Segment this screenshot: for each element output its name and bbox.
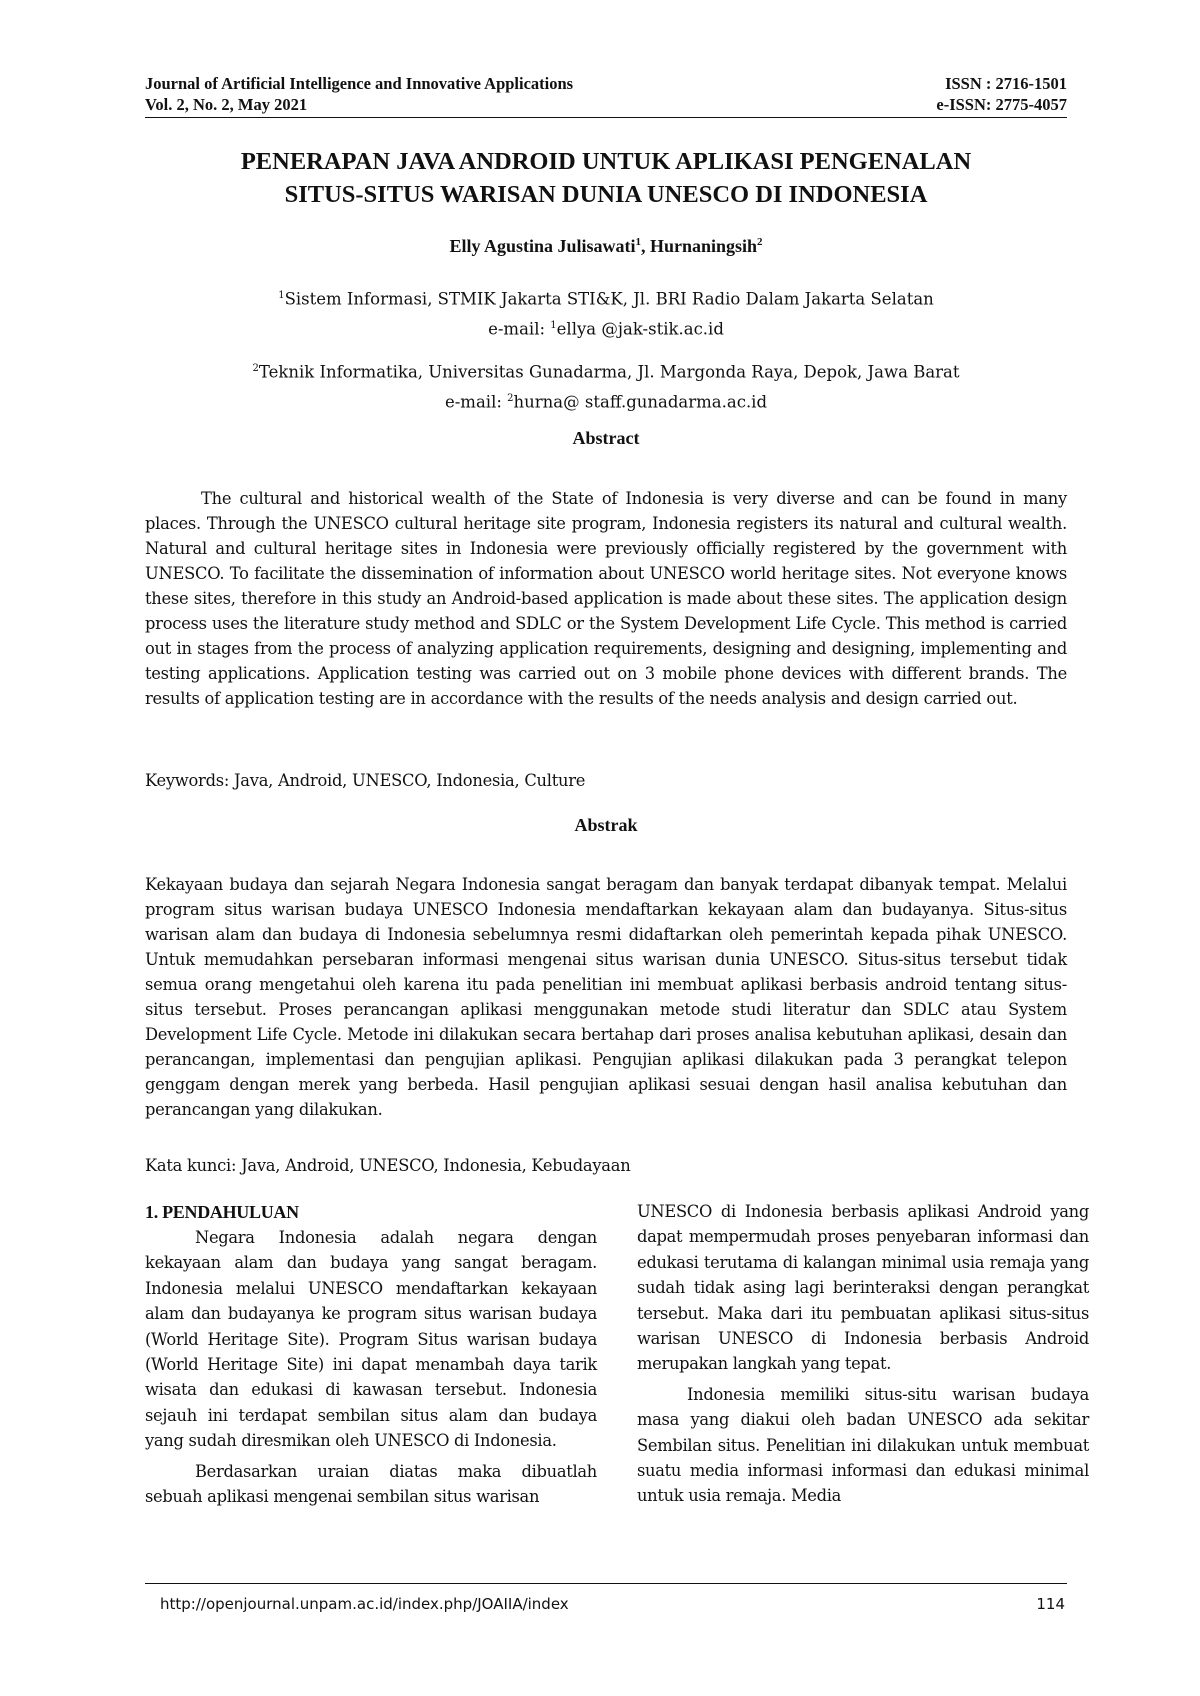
volume-info: Vol. 2, No. 2, May 2021 (145, 95, 308, 114)
email-1-mark: 1 (550, 319, 557, 331)
journal-header (145, 73, 1067, 115)
page-footer (160, 1595, 1065, 1613)
abstract-text: The cultural and historical wealth of the State of Indonesia is very diverse and can be found in many places. Through the UNESCO cultural heritage site program, Indonesia registers its natural and cultural wealth. Natural and cultural heritage sites in Indonesia were previously officially registered by the government with UNESCO. To facilitate the dissemination of information about UNESCO world heritage sites. Not everyone knows these sites, therefore in this study an Android-based application is made about these sites. The application design process uses the literature study method and SDLC or the System Development Life Cycle. This method is carried out in stages from the process of analyzing application requirements, designing and designing, implementing and testing applications. Application testing was carried out on 3 mobile phone devices with different brands. The results of application testing are in accordance with the results of the needs analysis and design carried out. (145, 489, 1067, 708)
author-1: Elly Agustina Julisawati (449, 236, 636, 256)
page-number: 114 (1036, 1595, 1065, 1613)
affiliation-1-institution: Sistem Informasi, STMIK Jakarta STI&K, Jl. BRI Radio Dalam Jakarta Selatan (284, 289, 934, 309)
body-paragraph: Indonesia memiliki situs-situ warisan budaya masa yang diakui oleh badan UNESCO ada sekitar Sembilan situs. Penelitian ini dilakukan untuk membuat suatu media informasi informasi dan edukasi minimal untuk usia remaja. Media (637, 1384, 1089, 1506)
journal-name: Journal of Artificial Intelligence and Innovative Applications (145, 74, 574, 93)
email-2-label: e-mail: (444, 392, 508, 411)
body-paragraph: Berdasarkan uraian diatas maka dibuatlah sebuah aplikasi mengenai sembilan situs warisan (145, 1461, 597, 1507)
e-issn: e-ISSN: 2775-4057 (936, 95, 1067, 114)
email-2[interactable]: hurna@ staff.gunadarma.ac.id (513, 392, 768, 411)
body-column-left (145, 1199, 597, 1509)
affiliation-2 (145, 356, 1067, 415)
author-2-mark: 2 (757, 236, 763, 248)
abstrak-text: Kekayaan budaya dan sejarah Negara Indonesia sangat beragam dan banyak terdapat dibanyak tempat. Melalui program situs warisan budaya UNESCO Indonesia mendaftarkan kekayaan alam dan budayanya. Situs-situs warisan alam dan budaya di Indonesia sebelumnya resmi didaftarkan oleh pemerintah kepada pihak UNESCO. Untuk memudahkan persebaran informasi mengenai situs warisan dunia UNESCO. Situs-situs tersebut tidak semua orang mengetahui oleh karena itu pada penelitian ini membuat aplikasi berbasis android tentang situs-situs tersebut. Proses perancangan aplikasi menggunakan metode studi literatur dan SDLC atau System Development Life Cycle. Metode ini dilakukan secara bertahap dari proses analisa kebutuhan aplikasi, desain dan perancangan, implementasi dan pengujian aplikasi. Pengujian aplikasi dilakukan pada 3 perangkat telepon genggam dengan merek yang berbeda. Hasil pengujian aplikasi sesuai dengan hasil analisa kebutuhan dan perancangan yang dilakukan. (145, 875, 1067, 1119)
footer-divider (145, 1583, 1067, 1584)
author-list (145, 236, 1067, 257)
author-separator: , (640, 236, 650, 256)
author-2: Hurnaningsih (649, 236, 758, 256)
abstrak-heading: Abstrak (574, 815, 638, 835)
body-paragraph: UNESCO di Indonesia berbasis aplikasi Android yang dapat mempermudah proses penyebaran informasi dan edukasi terutama di kalangan minimal usia remaja yang sudah tidak asing lagi berinteraksi dengan perangkat tersebut. Maka dari itu pembuatan aplikasi situs-situs warisan UNESCO di Indonesia berbasis Android merupakan langkah yang tepat. (637, 1202, 1089, 1374)
title-line-2: SITUS-SITUS WARISAN DUNIA UNESCO DI INDONESIA (284, 181, 928, 208)
issn: ISSN : 2716-1501 (945, 74, 1067, 93)
kata-kunci: Kata kunci: Java, Android, UNESCO, Indonesia, Kebudayaan (145, 1156, 631, 1175)
email-1-label: e-mail: (488, 319, 551, 338)
keywords: Keywords: Java, Android, UNESCO, Indonesia, Culture (145, 771, 586, 790)
affiliation-2-mark: 2 (252, 363, 259, 374)
affiliation-2-institution: Teknik Informatika, Universitas Gunadarma, Jl. Margonda Raya, Depok, Jawa Barat (258, 362, 960, 382)
affiliation-1 (145, 283, 1067, 342)
affiliation-1-mark: 1 (278, 290, 285, 301)
abstract-heading: Abstract (572, 428, 640, 448)
section-heading-pendahuluan: 1. PENDAHULUAN (145, 1202, 299, 1222)
email-1[interactable]: ellya @jak-stik.ac.id (556, 319, 724, 338)
journal-url[interactable]: http://openjournal.unpam.ac.id/index.php/JOAIIA/index (160, 1595, 569, 1613)
author-1-mark: 1 (635, 236, 641, 248)
header-divider (145, 117, 1067, 118)
body-column-right (637, 1199, 1089, 1509)
paper-title (145, 145, 1067, 211)
title-line-1: PENERAPAN JAVA ANDROID UNTUK APLIKASI PENGENALAN (240, 148, 972, 175)
email-2-mark: 2 (507, 392, 514, 404)
body-paragraph: Negara Indonesia adalah negara dengan kekayaan alam dan budaya yang sangat beragam. Indonesia melalui UNESCO mendaftarkan kekayaan alam dan budayanya ke program situs warisan budaya (World Heritage Site). Program Situs warisan budaya (World Heritage Site) ini dapat menambah daya tarik wisata dan edukasi di kawasan tersebut. Indonesia sejauh ini terdapat sembilan situs alam dan budaya yang sudah diresmikan oleh UNESCO di Indonesia. (145, 1228, 597, 1451)
